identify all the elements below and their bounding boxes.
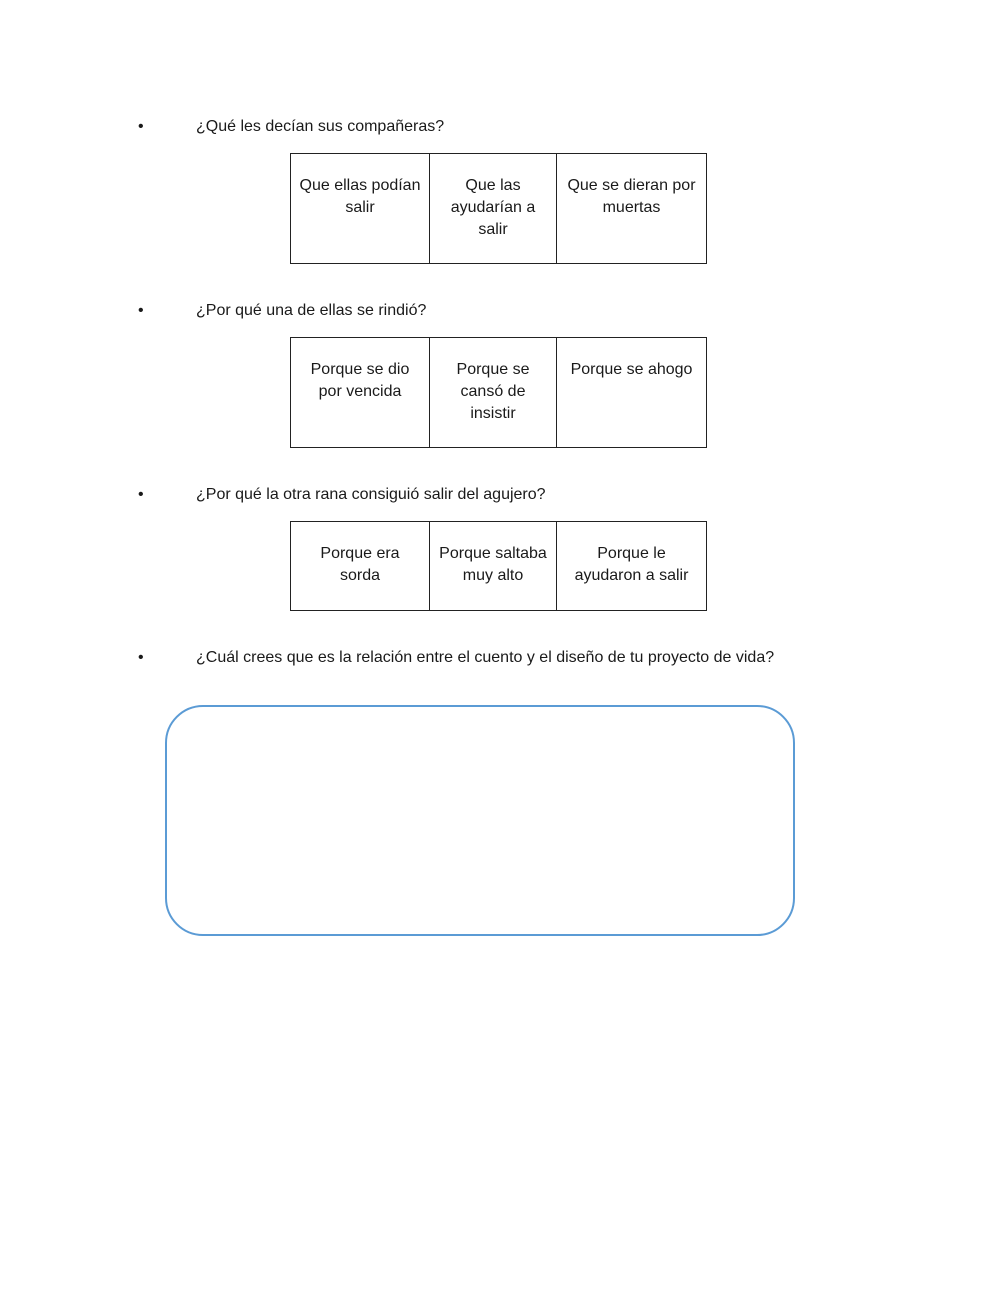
answer-box[interactable]	[165, 705, 795, 936]
options-table-3	[290, 521, 707, 611]
question-text: ¿Cuál crees que es la relación entre el cuento y el diseño de tu proyecto de vida?	[196, 649, 775, 666]
question-text: ¿Por qué la otra rana consiguió salir del agujero?	[196, 486, 546, 503]
bullet: •	[138, 486, 144, 503]
bullet: •	[138, 649, 144, 666]
option-3c[interactable]: Porque le ayudaron a salir	[557, 522, 707, 611]
option-1a[interactable]: Que ellas podían salir	[291, 154, 430, 264]
option-2b[interactable]: Porque se cansó de insistir	[430, 338, 557, 448]
option-1b[interactable]: Que las ayudarían a salir	[430, 154, 557, 264]
bullet: •	[138, 118, 144, 135]
option-1c[interactable]: Que se dieran por muertas	[557, 154, 707, 264]
option-2c[interactable]: Porque se ahogo	[557, 338, 707, 448]
option-3a[interactable]: Porque era sorda	[291, 522, 430, 611]
bullet: •	[138, 302, 144, 319]
question-1	[138, 117, 444, 137]
question-text: ¿Por qué una de ellas se rindió?	[196, 302, 427, 319]
options-table-1	[290, 153, 707, 264]
option-2a[interactable]: Porque se dio por vencida	[291, 338, 430, 448]
question-2	[138, 301, 426, 321]
question-3	[138, 485, 546, 505]
question-4	[138, 648, 774, 668]
options-table-2	[290, 337, 707, 448]
option-3b[interactable]: Porque saltaba muy alto	[430, 522, 557, 611]
question-text: ¿Qué les decían sus compañeras?	[196, 118, 445, 135]
